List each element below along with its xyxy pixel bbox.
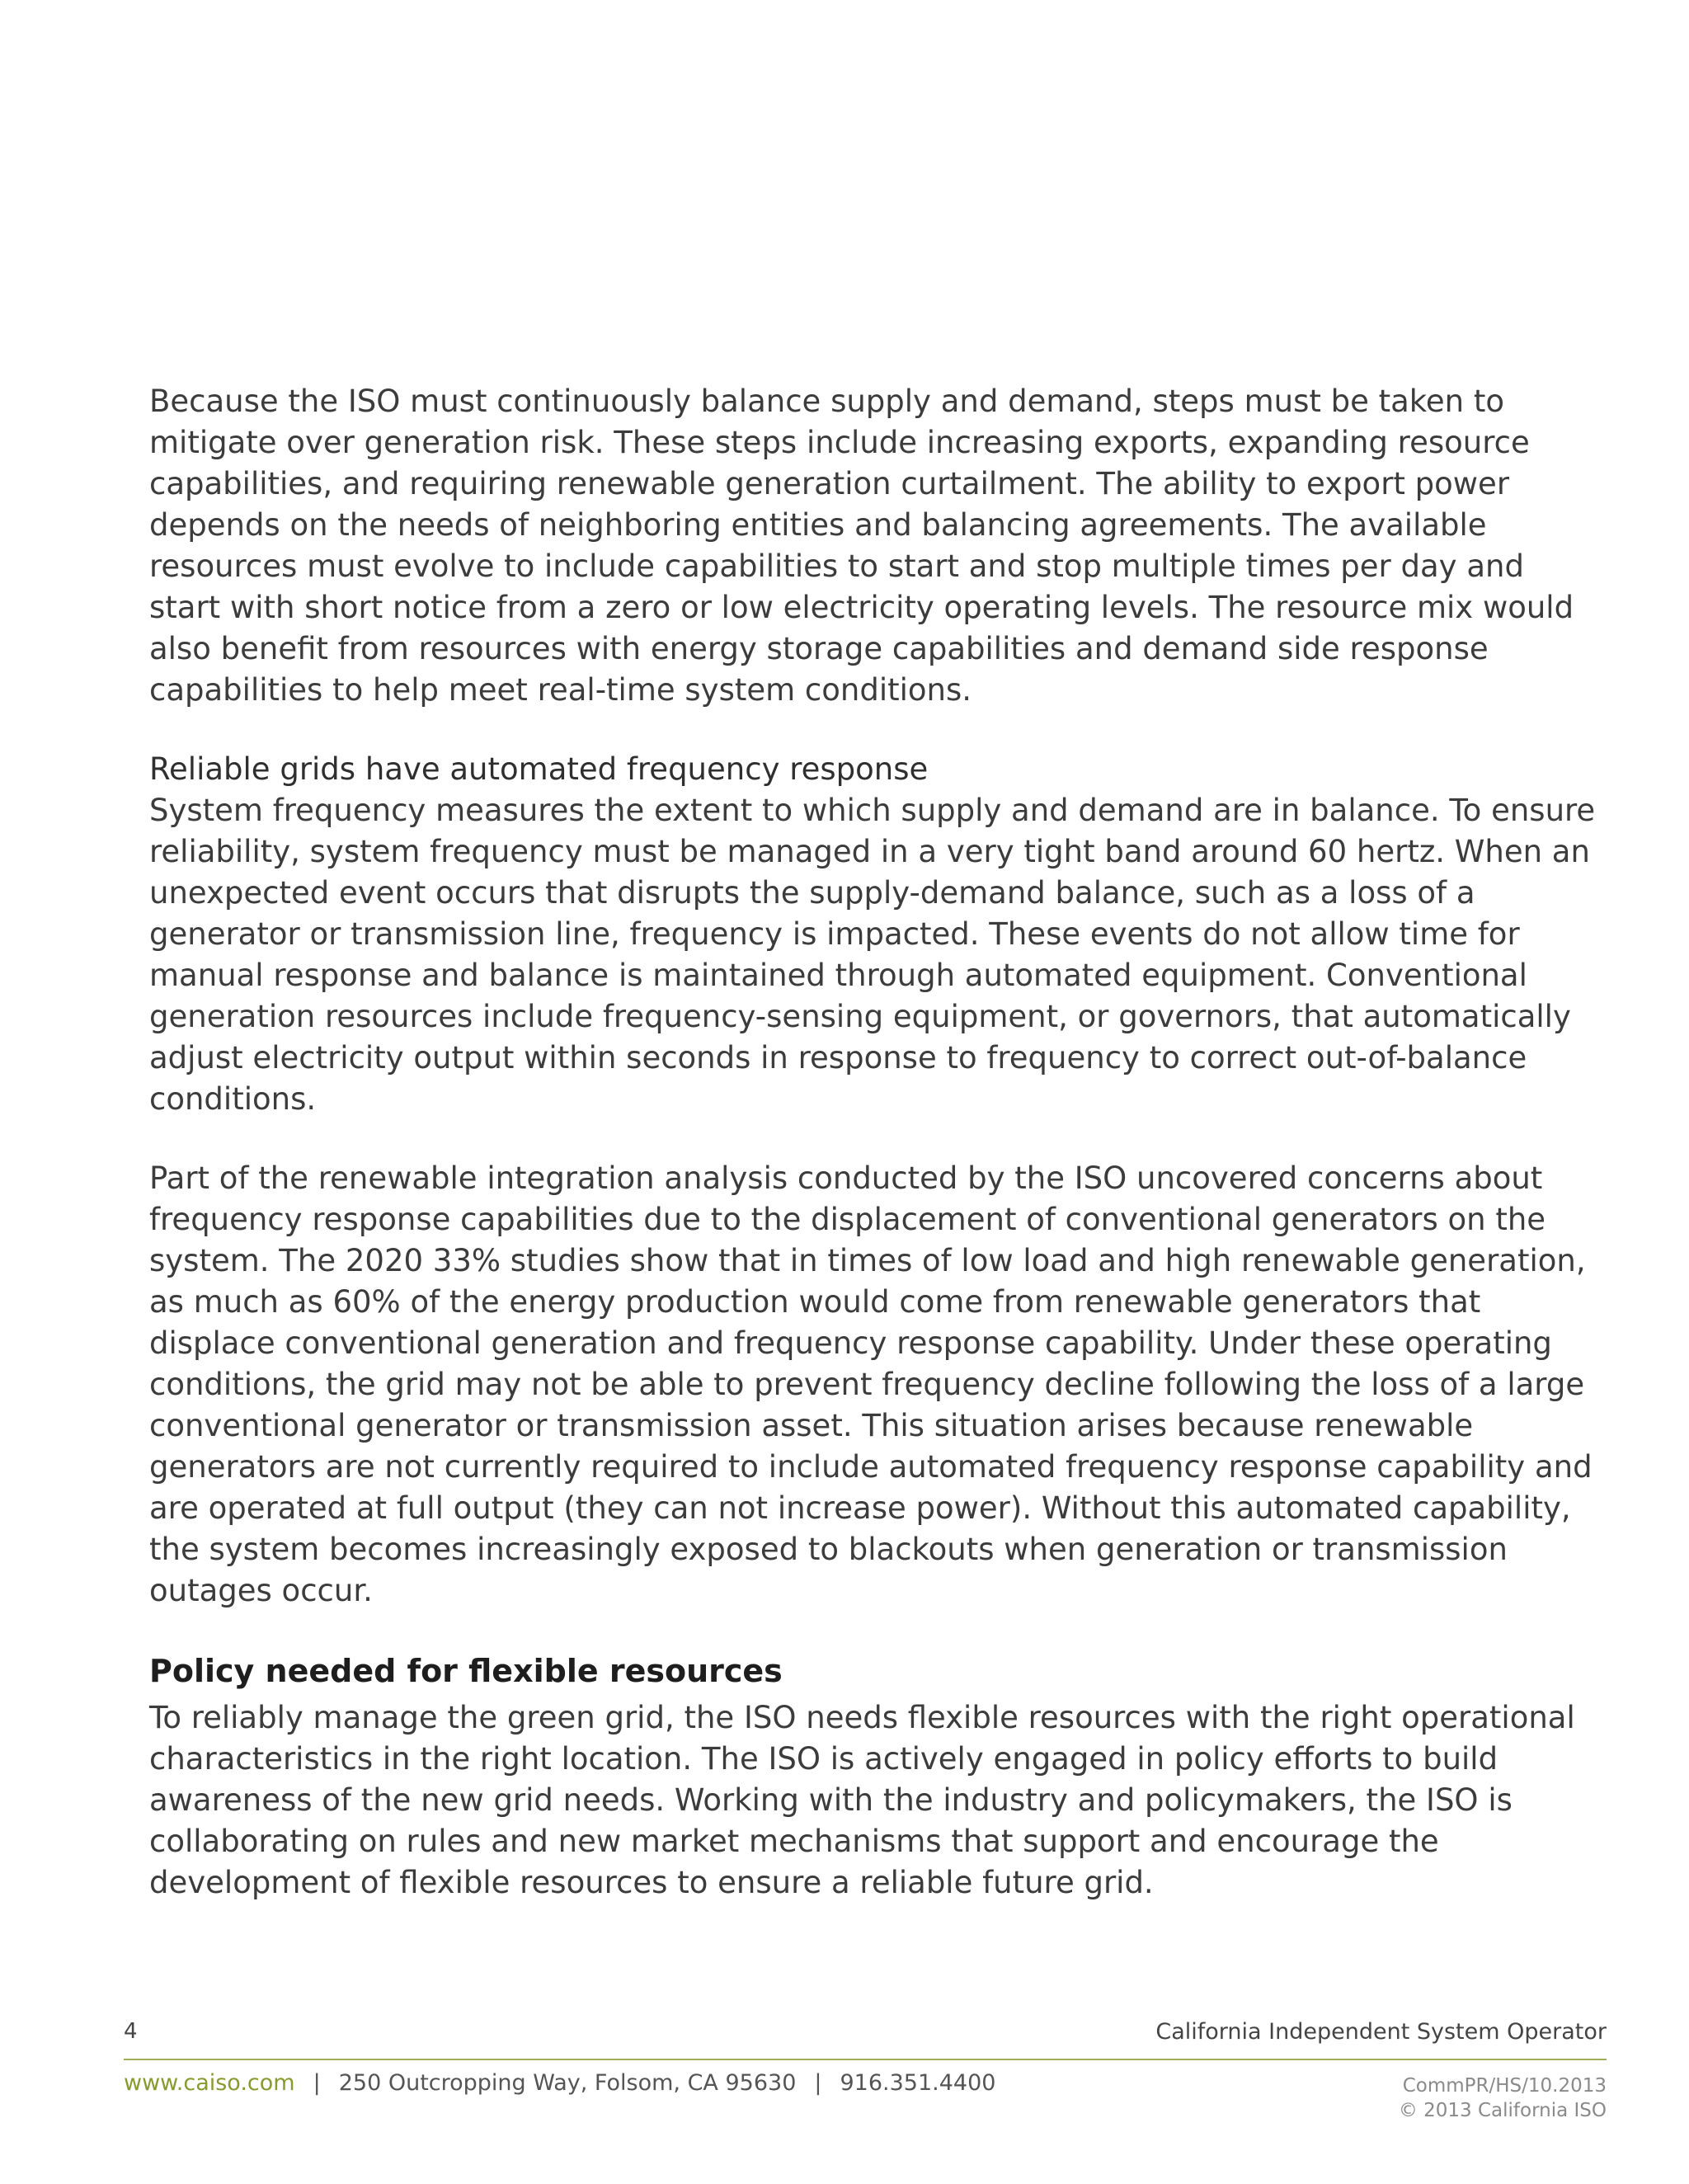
footer-phone: 916.351.4400 bbox=[840, 2070, 996, 2096]
footer-address: 250 Outcropping Way, Folsom, CA 95630 bbox=[338, 2070, 797, 2096]
copyright: © 2013 California ISO bbox=[1398, 2100, 1607, 2121]
paragraph-renewable-analysis: Part of the renewable integration analysis conducted by the ISO uncovered concerns about frequency response capabilities due to the displacement of conventional generators on the system. The 2020 33% studies show that in times of low load and high renewable generation, as much as 60% of the energy production would come from renewable generators that displace conventional generation and frequency response capability. Under these operating conditions, the grid may not be able to prevent frequency decline following the loss of a large conventional generator or transmission asset. This situation arises because renewable generators are not currently required to include automated frequency response capability and are operated at full output (they can not increase power). Without this automated capability, the system becomes increasingly exposed to blackouts when generation or transmission outages occur. bbox=[149, 1160, 1593, 1608]
paragraph-system-frequency: System frequency measures the extent to which supply and demand are in balance. To ensure reliability, system frequency must be managed in a very tight band around 60 hertz. When an unexpected event occurs that disrupts the supply-demand balance, such as a loss of a generator or transmission line, frequency is impacted. These events do not allow time for manual response and balance is maintained through automated equipment. Conventional generation resources include frequency-sensing equipment, or governors, that automatically adjust electricity output within seconds in response to frequency to correct out-of-balance conditions. bbox=[149, 793, 1596, 1117]
footer-doc-info bbox=[1399, 2073, 1607, 2123]
footer-divider bbox=[124, 2059, 1607, 2060]
doc-code: CommPR/HS/10.2013 bbox=[1402, 2075, 1607, 2097]
paragraph-green-grid: To reliably manage the green grid, the ISO needs flexible resources with the right operational characteristics in the right location. The ISO is actively engaged in policy efforts to build awareness of the new grid needs. Working with the industry and policymakers, the ISO is collaborating on rules and new market mechanisms that support and encourage the development of flexible resources to ensure a reliable future grid. bbox=[149, 1700, 1575, 1900]
paragraph-over-generation: Because the ISO must continuously balance supply and demand, steps must be taken to mitigate over generation risk. These steps include increasing exports, expanding resource capabilities, and requiring renewable generation curtailment. The ability to export power depends on the needs of neighboring entities and balancing agreements. The available resources must evolve to include capabilities to start and stop multiple times per day and start with short notice from a zero or low electricity operating levels. The resource mix would also benefit from resources with energy storage capabilities and demand side response capabilities to help meet real-time system conditions. bbox=[149, 384, 1574, 708]
heading-policy-flexible-resources: Policy needed for flexible resources bbox=[149, 1653, 783, 1689]
website-link[interactable]: www.caiso.com bbox=[124, 2070, 295, 2096]
page-number: 4 bbox=[124, 2019, 138, 2044]
document-body bbox=[149, 381, 1601, 1904]
heading-frequency-response: Reliable grids have automated frequency response bbox=[149, 751, 929, 787]
separator: | bbox=[313, 2070, 321, 2096]
footer-contact-line bbox=[124, 2070, 995, 2096]
footer-organization: California Independent System Operator bbox=[1155, 2019, 1607, 2045]
separator: | bbox=[814, 2070, 822, 2096]
